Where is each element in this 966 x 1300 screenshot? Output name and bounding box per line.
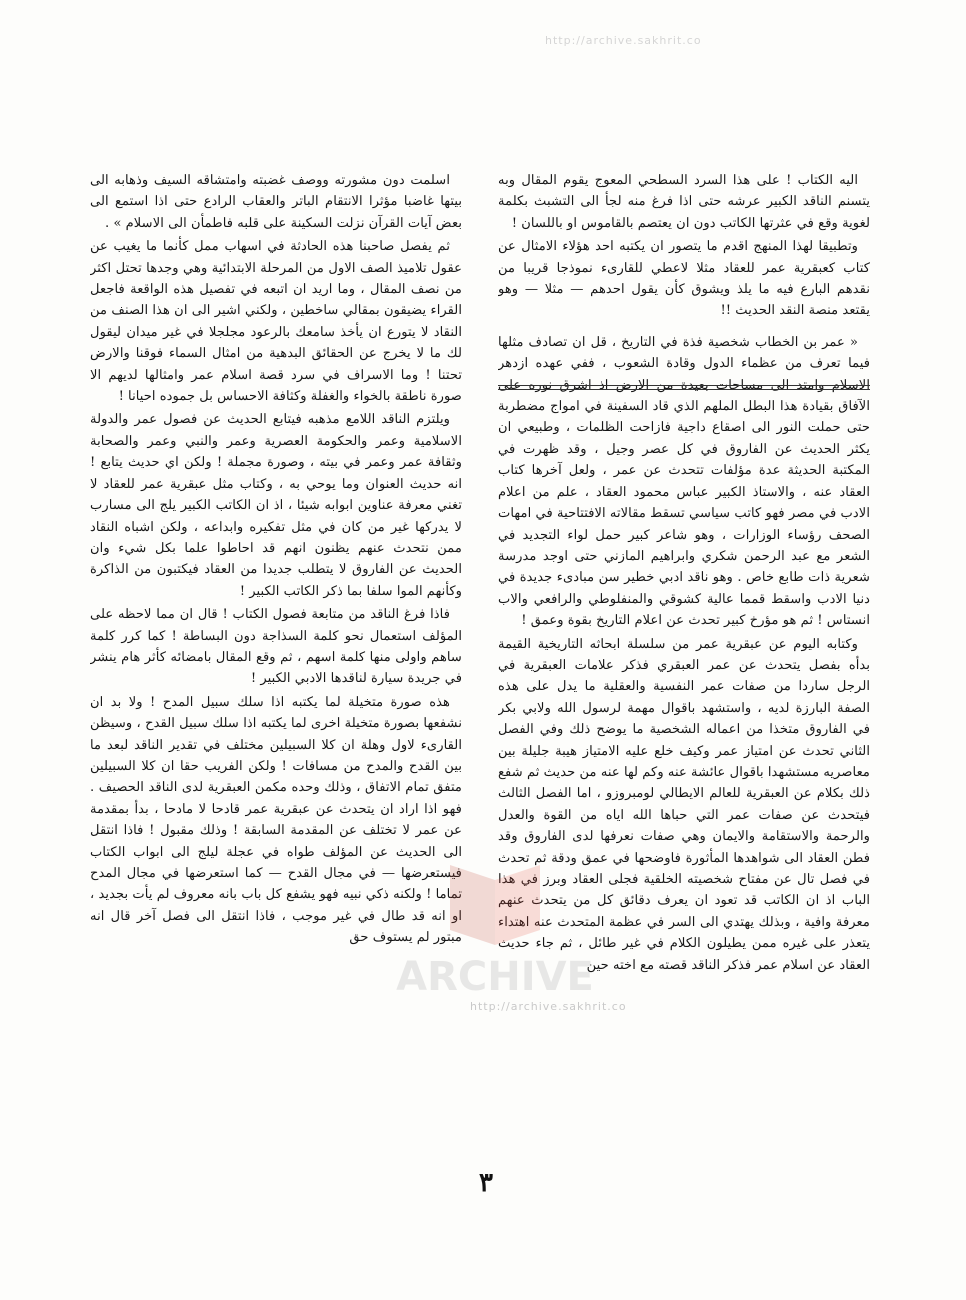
watermark-brand-text: ARCHIVE — [396, 954, 594, 1000]
section-divider — [498, 385, 870, 386]
watermark-url-top: http://archive.sakhrit.co — [545, 34, 702, 47]
paragraph: ويلتزم الناقد اللامع مذهبه فيتابع الحديث عن فصول عمر والدولة الاسلامية وعمر والحكومة العصرية وعمر والنبي وعمر والصحابة وثقافة عمر وعمر في بيته ، وصورة مجملة ! ولكن اي حديث يتابع ! انه حديث العنوان وما يوحي به ، وكتاب مثل عبقرية عمر للعقاد لا تغني معرفة عناوين ابوابه شيئا ، اذ ان الكاتب الكبير يلج الى مسارب لا يدركها غير من كان في مثل تفكيره وابداعه ، ولكن اشباه النقاد ممن نتحدث عنهم يظنون انهم قد احاطوا علما بكل شيء وان الحديث عن الفاروق لا يتطلب جديدا من العقاد فيكتبون من الذاكرة وكأنهم الموا سلفا بما ذكر الكاتب الكبير ! — [90, 412, 462, 599]
paragraph: فاذا فرغ الناقد من متابعة فصول الكتاب ! قال ان مما لاحظه على المؤلف استعمال نحو كلمة السذاجة دون البساطة ! كما كرر كلمة ساهم واولى منها كلمة اسهم ، ثم وقع المقال بامضائه كأثر هام ينشر في جريدة سيارة لناقدها الادبي الكبير ! — [90, 607, 462, 687]
left-text-column — [90, 170, 462, 1170]
watermark-url: http://archive.sakhrit.co — [470, 1000, 627, 1013]
paragraph: وتطبيقا لهذا المنهج اقدم ما يتصور ان يكتبه احد هؤلاء الامثال عن كتاب كعبقرية عمر للعقاد مثلا لاعطي للقارىء نموذجا قريبا من نقدهم البارع فيه ما يلذ ويشوق كأن يقول احدهم — مثلا — وهو يقتعد منصة النقد الحديث !! — [498, 239, 870, 319]
paragraph: « عمر بن الخطاب شخصية فذة في التاريخ ، قل ان تصادف مثلها فيما تعرف من عظماء الدول وقادة الشعوب ، ففي عهده ازدهر الاسلام وامتد الى مساحات بعيدة من الارض اذ اشرق نوره على الآفاق بقيادة هذا البطل الملهم الذي قاد السفينة في امواج مضطربة حتى حملت النور الى اصقاع داجية فازاحت الظلمات ، وطبيعي ان يكثر الحديث عن الفاروق في كل عصر وجيل ، وقد ظهرت في المكتبة الحديثة عدة مؤلفات تتحدث عن عمر ، ولعل آخرها كتاب العقاد عنه ، والاستاذ الكبير عباس محمود العقاد ، علم من اعلام الادب في مصر فهو كاتب سياسي تسقط مقالاته الافتتاحية في امهات الصحف رؤساء الوزارات ، وهو شاعر كبير حمل لواء التجديد في الشعر مع عبد الرحمن شكري وابراهيم المازني حتى اوجد مدرسة شعرية ذات طابع خاص . وهو ناقد ادبي خطير سن مبادىء جديدة في دنيا الادب واسقط قمما عالية كشوقي والمنفلوطي والرافعي والاب انستاس ! ثم هو مؤرخ كبير تحدث عن اعلام التاريخ بقوة وعمق ! — [498, 334, 870, 629]
paragraph: اسلمت دون مشورته ووصف غضبته وامتشاقه السيف وذهابه الى بيتها غاضبا مؤثرا الانتقام الباتر والعقاب الرادع حتى اذا استمع الى بعض آيات القرآن نزلت السكينة على قلبه فاطمأن الى الاسلام » . — [90, 173, 462, 231]
page-number: ٣ — [479, 1168, 493, 1198]
paragraph: هذه صورة متخيلة لما يكتبه اذا سلك سبيل المدح ! ولا بد ان نشفعها بصورة متخيلة اخرى لما يكتبه اذا سلك سبيل القدح ، وسيظن القارىء لاول وهلة ان كلا السبيلين مختلف في تقدير الناقد لبعد ما بين القدح والمدح من مسافات ! ولكن الفريب حقا ان كلا السبيلين متفق تمام الاتفاق ، وذلك وحده مكمن العبقرية لدى الناقد الحصيف . فهو اذا اراد ان يتحدث عن عبقرية عمر قادحا لا مادحا ، بدأ بمقدمة عن عمر لا تختلف عن المقدمة السابقة ! وذلك مقبول ! فاذا انتقل الى الحديث عن المؤلف طواه في عجلة ليلج الى ابواب الكتاب فيستعرضها — في مجال القدح — كما استعرضها في مجال المدح تماما ! ولكنه ذكي نبيه فهو يشفع كل باب بانه معروف لم يأت بجديد ، او انه قد طال في غير موجب ، فاذا انتقل الى فصل آخر قال انه مبتور لم يستوف حق — [90, 694, 462, 946]
paragraph: اليه الكتاب ! على هذا السرد السطحي المعوج يقوم المقال وبه يتسنم الناقد الكبير عرشه حتى اذا فرغ منه لجأ الى التشبث بكلمة لغوية وقع في عثرتها الكاتب دون ان يعتصم بالقاموس او باللسان ! — [498, 173, 870, 231]
paragraph: وكتابه اليوم عن عبقرية عمر من سلسلة ابحاثه التاريخية القيمة بدأه بفصل يتحدث عن عمر العبقري فذكر علامات العبقرية في الرجل ساردا من صفات عمر النفسية والعقلية ما يدل على هذه الصفة البارزة لديه ، واستشهد باقوال مهمة لرسول الله ولابي بكر في الفاروق متخذا من اعماله الشخصية ما يوضح ذلك وفي الفصل الثاني تحدث عن امتياز عمر وكيف خلع عليه الامتياز هيبة جليلة بين معاصريه مستشهدا باقوال عائشة عنه وكم لها عنه من حديث ثم شفع ذلك بكلام عن العبقرية للعالم الايطالي لومبروزو ، اما الفصل الثالث فيتحدث عن صفات عمر التي حباها الله اياه من القوة والعدل والرحمة والاستقامة والايمان وهي صفات نعرفها لدى الفاروق وقد فطن العقاد الى شواهدها المأثورة فاوضحها في عمق ودقة ثم تحدث في فصل تال عن مفتاح شخصيته الخلقية فجلى العقاد وبرز في هذا الباب اذ ان الكاتب قد تعود ان يعرف دقائق كل من يتحدث عنهم معرفة وافية ، وبذلك يهتدي الى السر في عظمة المتحدث عنه اهتداء يتعذر على غيره ممن يطيلون الكلام في غير طائل ، ثم جاء حديث العقاد عن اسلام عمر فذكر الناقد قصته مع اخته حين — [498, 636, 870, 973]
paragraph: ثم يفصل صاحبنا هذه الحادثة في اسهاب ممل كأنما ما يغيب عن عقول تلاميذ الصف الاول من المرحلة الابتدائية وهي وجدها تحتل اكثر من نصف المقال ، وما اريد ان اتبعه في تفصيل هذه الواقعة فاجعل القراء يضيقون بمقالي ساخطين ، ولكني اشير الى ان هذا الصنف من النقاد لا يتورع ان يأخذ سامعك بالرعود مجلجلا في غير ميدان ليقول لك ما لا يخرج عن الحقائق البدهية من امثال السماء فوقنا والارض تحتنا ! وما الاسراف في سرد قصة اسلام عمر وامثالها لديهم الا صورة ناطقة بالخواء والغفلة وكثافة الاحساس بل جموده احيانا ! — [90, 239, 462, 405]
right-text-column — [498, 170, 870, 1170]
section-divider — [498, 389, 870, 390]
